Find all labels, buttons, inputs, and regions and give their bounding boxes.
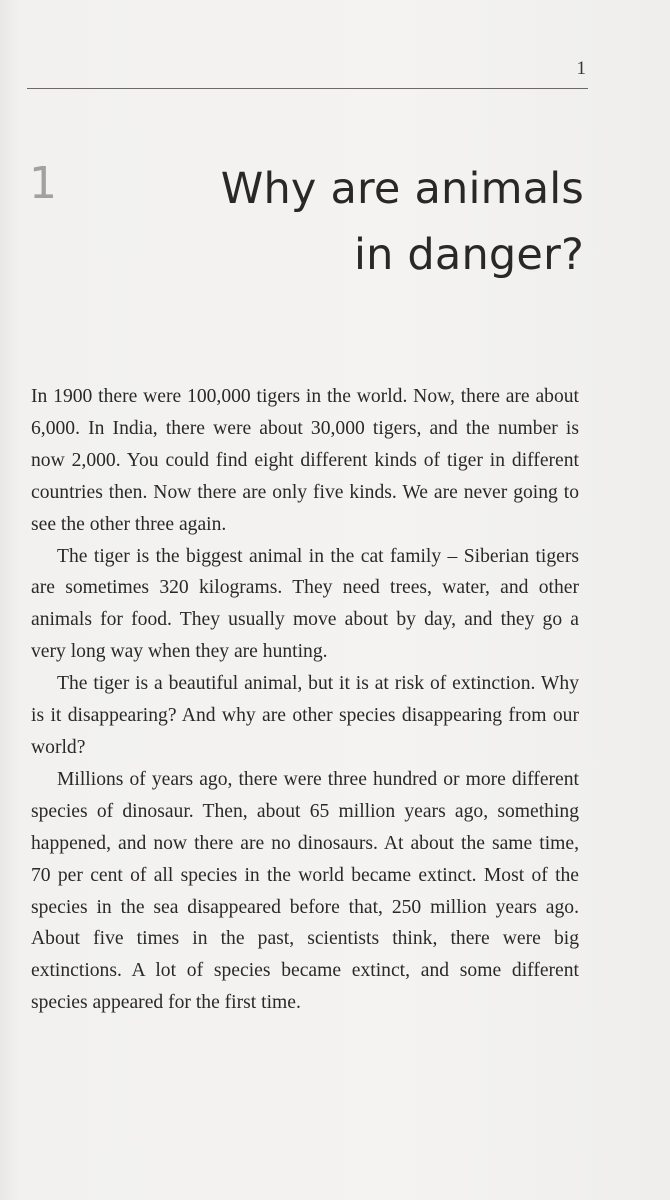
paragraph: The tiger is the biggest animal in the cat family – Siberian tigers are sometimes 320 kilograms. They need trees, water, and other animals for food. They usually move about by day, and they go a very long way when they are hunting. xyxy=(31,545,579,663)
chapter-title-line-2: in danger? xyxy=(353,230,584,280)
paragraph: Millions of years ago, there were three hundred or more different species of dinosaur. Then, about 65 million years ago, something happened, and now there are no dinosaurs. At about the same time, 70 per cent of all species in the world became extinct. Most of the species in the sea disappeared before that, 250 million years ago. About five times in the past, scientists think, there were big extinctions. A lot of species became extinct, and some different species appeared for the first time. xyxy=(31,768,579,1014)
body-text xyxy=(31,381,579,1019)
paragraph: In 1900 there were 100,000 tigers in the world. Now, there are about 6,000. In India, there were about 30,000 tigers, and the number is now 2,000. You could find eight different kinds of tiger in different countries then. Now there are only five kinds. We are never going to see the other three again. xyxy=(31,386,579,535)
chapter-number: 1 xyxy=(29,158,57,209)
header-rule xyxy=(27,88,588,89)
chapter-title xyxy=(164,156,584,288)
paragraph: The tiger is a beautiful animal, but it is at risk of extinction. Why is it disappearing? And why are other species disappearing from our world? xyxy=(31,673,579,758)
page-number: 1 xyxy=(576,58,586,79)
chapter-title-line-1: Why are animals xyxy=(220,164,584,214)
